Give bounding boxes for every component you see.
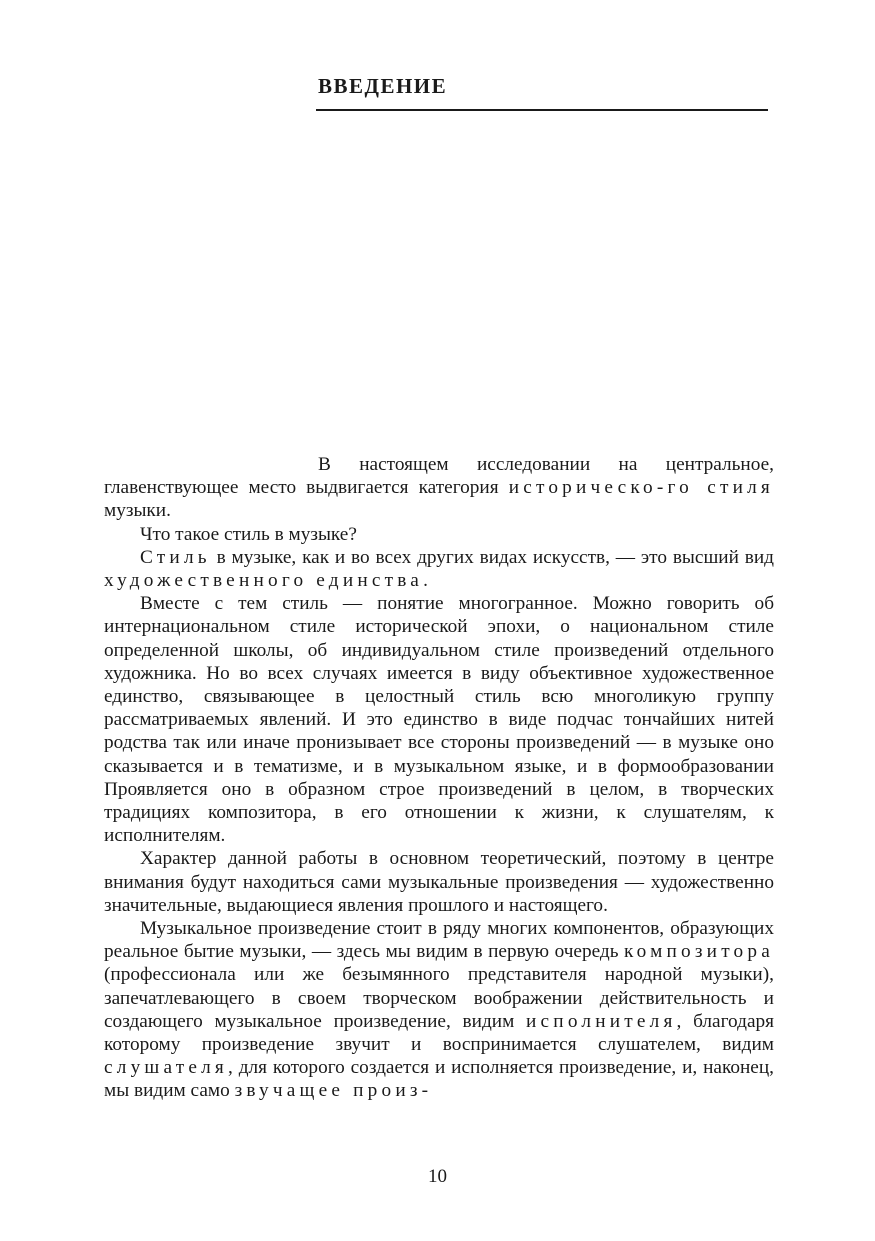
spaced-emphasis-text: историческо-го стиля <box>508 477 774 499</box>
spaced-emphasis-text: Стиль <box>140 546 211 568</box>
paragraph <box>104 847 774 917</box>
paragraph-text: (профессионала или же безымянного представителя народной музыки), запечатлевающего в своем творческом воображении действительность и создающего музыкальное произведение, видим <box>104 964 774 1032</box>
spaced-emphasis-text: слушателя <box>104 1057 229 1079</box>
paragraph-text: музыки. <box>104 500 171 522</box>
paragraph <box>104 592 774 847</box>
paragraph-text: В настоящем исследовании на центральное, главенствующее место выдвигается категория <box>104 454 774 499</box>
spaced-emphasis-text: художественного единства <box>104 570 424 592</box>
body-text <box>104 453 774 1103</box>
paragraph-text: Вместе с тем стиль — понятие многогранное. Можно говорить об интернациональном стиле исторической эпохи, о национальном стиле определенной школы, об индивидуальном стиле произведений отдельного художника. Но во всех случаях имеется в виду объективное художественное единство, связывающее в целостный стиль всю многоликую группу рассматриваемых явлений. И это единство в виде подчас тончайших нитей родства так или иначе пронизывает все стороны произведений — в музыке оно сказывается и в тематизме, и в музыкальном языке, и в формообразовании Проявляется оно в образном строе произведений в целом, в творческих традициях композитора, в его отношении к жизни, к слушателям, к исполнителям. <box>104 593 774 847</box>
paragraph-text: в музыке, как и во всех других видах искусств, — это высший вид <box>210 546 774 568</box>
paragraph-text: . <box>423 570 428 592</box>
paragraph <box>104 453 774 523</box>
paragraph <box>104 546 774 592</box>
paragraph-text: , благодаря которому произведение звучит и воспринимается слушателем, видим <box>104 1010 775 1056</box>
page-number: 10 <box>428 1166 447 1187</box>
spaced-emphasis-text: исполнителя <box>526 1010 677 1032</box>
chapter-heading: ВВЕДЕНИЕ <box>318 74 448 98</box>
paragraph-text: Что такое стиль в музыке? <box>140 523 357 545</box>
paragraph-text: , для которого создается и исполняется произведение, и, наконец, мы видим само <box>104 1057 774 1102</box>
paragraph <box>104 917 774 1103</box>
heading-underline <box>316 109 768 111</box>
paragraph-text: Характер данной работы в основном теоретический, поэтому в центре внимания будут находиться сами музыкальные произведения — художественно значительные, выдающиеся явления прошлого и настоящего. <box>104 848 774 916</box>
spaced-emphasis-text: звучащее произ- <box>234 1080 433 1102</box>
paragraph <box>104 523 774 546</box>
spaced-emphasis-text: композитора <box>624 941 774 963</box>
paragraph-text: Музыкальное произведение стоит в ряду многих компонентов, образующих реальное бытие музыки, — здесь мы видим в первую очередь <box>104 918 774 963</box>
